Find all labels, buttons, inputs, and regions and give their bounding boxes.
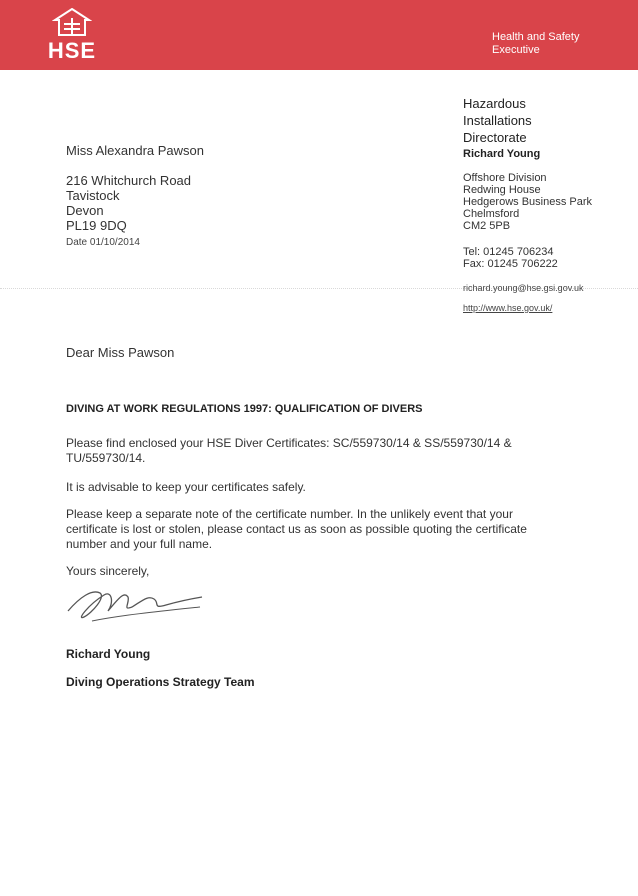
address-line: CM2 5PB [463,220,511,232]
directorate-line: Hazardous [463,96,526,111]
subject-line: DIVING AT WORK REGULATIONS 1997: QUALIFICATION OF DIVERS [66,403,423,415]
salutation: Dear Miss Pawson [66,345,175,360]
website-link[interactable]: http://www.hse.gov.uk/ [463,303,553,313]
address-line: Redwing House [463,184,541,196]
letter-date: Date 01/10/2014 [66,237,140,248]
directorate-line: Directorate [463,130,527,145]
body-paragraph: Please keep a separate note of the certificate number. In the unlikely event that your certificate is lost or stolen, please contact us as soon as possible quoting the certificate number and your full name. [66,507,527,551]
telephone: Tel: 01245 706234 [463,246,554,258]
sender-address [463,172,592,232]
address-line: Devon [66,203,104,218]
signature [62,577,222,625]
hse-logo [44,8,100,64]
hse-emblem-icon [52,8,92,36]
body-paragraph: Please find enclosed your HSE Diver Certificates: SC/559730/14 & SS/559730/14 & TU/559730/14. [66,436,512,465]
org-line: Executive [492,44,540,56]
address-line: Hedgerows Business Park [463,196,593,208]
signer-name: Richard Young [66,647,151,661]
address-line: Chelmsford [463,208,520,220]
recipient-name: Miss Alexandra Pawson [66,143,205,158]
sender-phone [463,246,558,270]
header-banner [0,0,638,70]
closing: Yours sincerely, [66,564,150,578]
fax: Fax: 01245 706222 [463,258,558,270]
address-line: Offshore Division [463,172,547,184]
org-line: Health and Safety [492,31,580,43]
address-line: 216 Whitchurch Road [66,173,192,188]
address-line: PL19 9DQ [66,218,127,233]
signer-team: Diving Operations Strategy Team [66,675,255,689]
body-paragraph: It is advisable to keep your certificates safely. [66,480,306,494]
address-line: Tavistock [66,188,120,203]
directorate-line: Installations [463,113,532,128]
organisation-name [492,31,632,57]
directorate [463,95,532,146]
sender-name: Richard Young [463,148,541,160]
logo-text: HSE [47,38,97,63]
sender-email[interactable]: richard.young@hse.gsi.gov.uk [463,283,584,293]
recipient-address [66,173,191,233]
